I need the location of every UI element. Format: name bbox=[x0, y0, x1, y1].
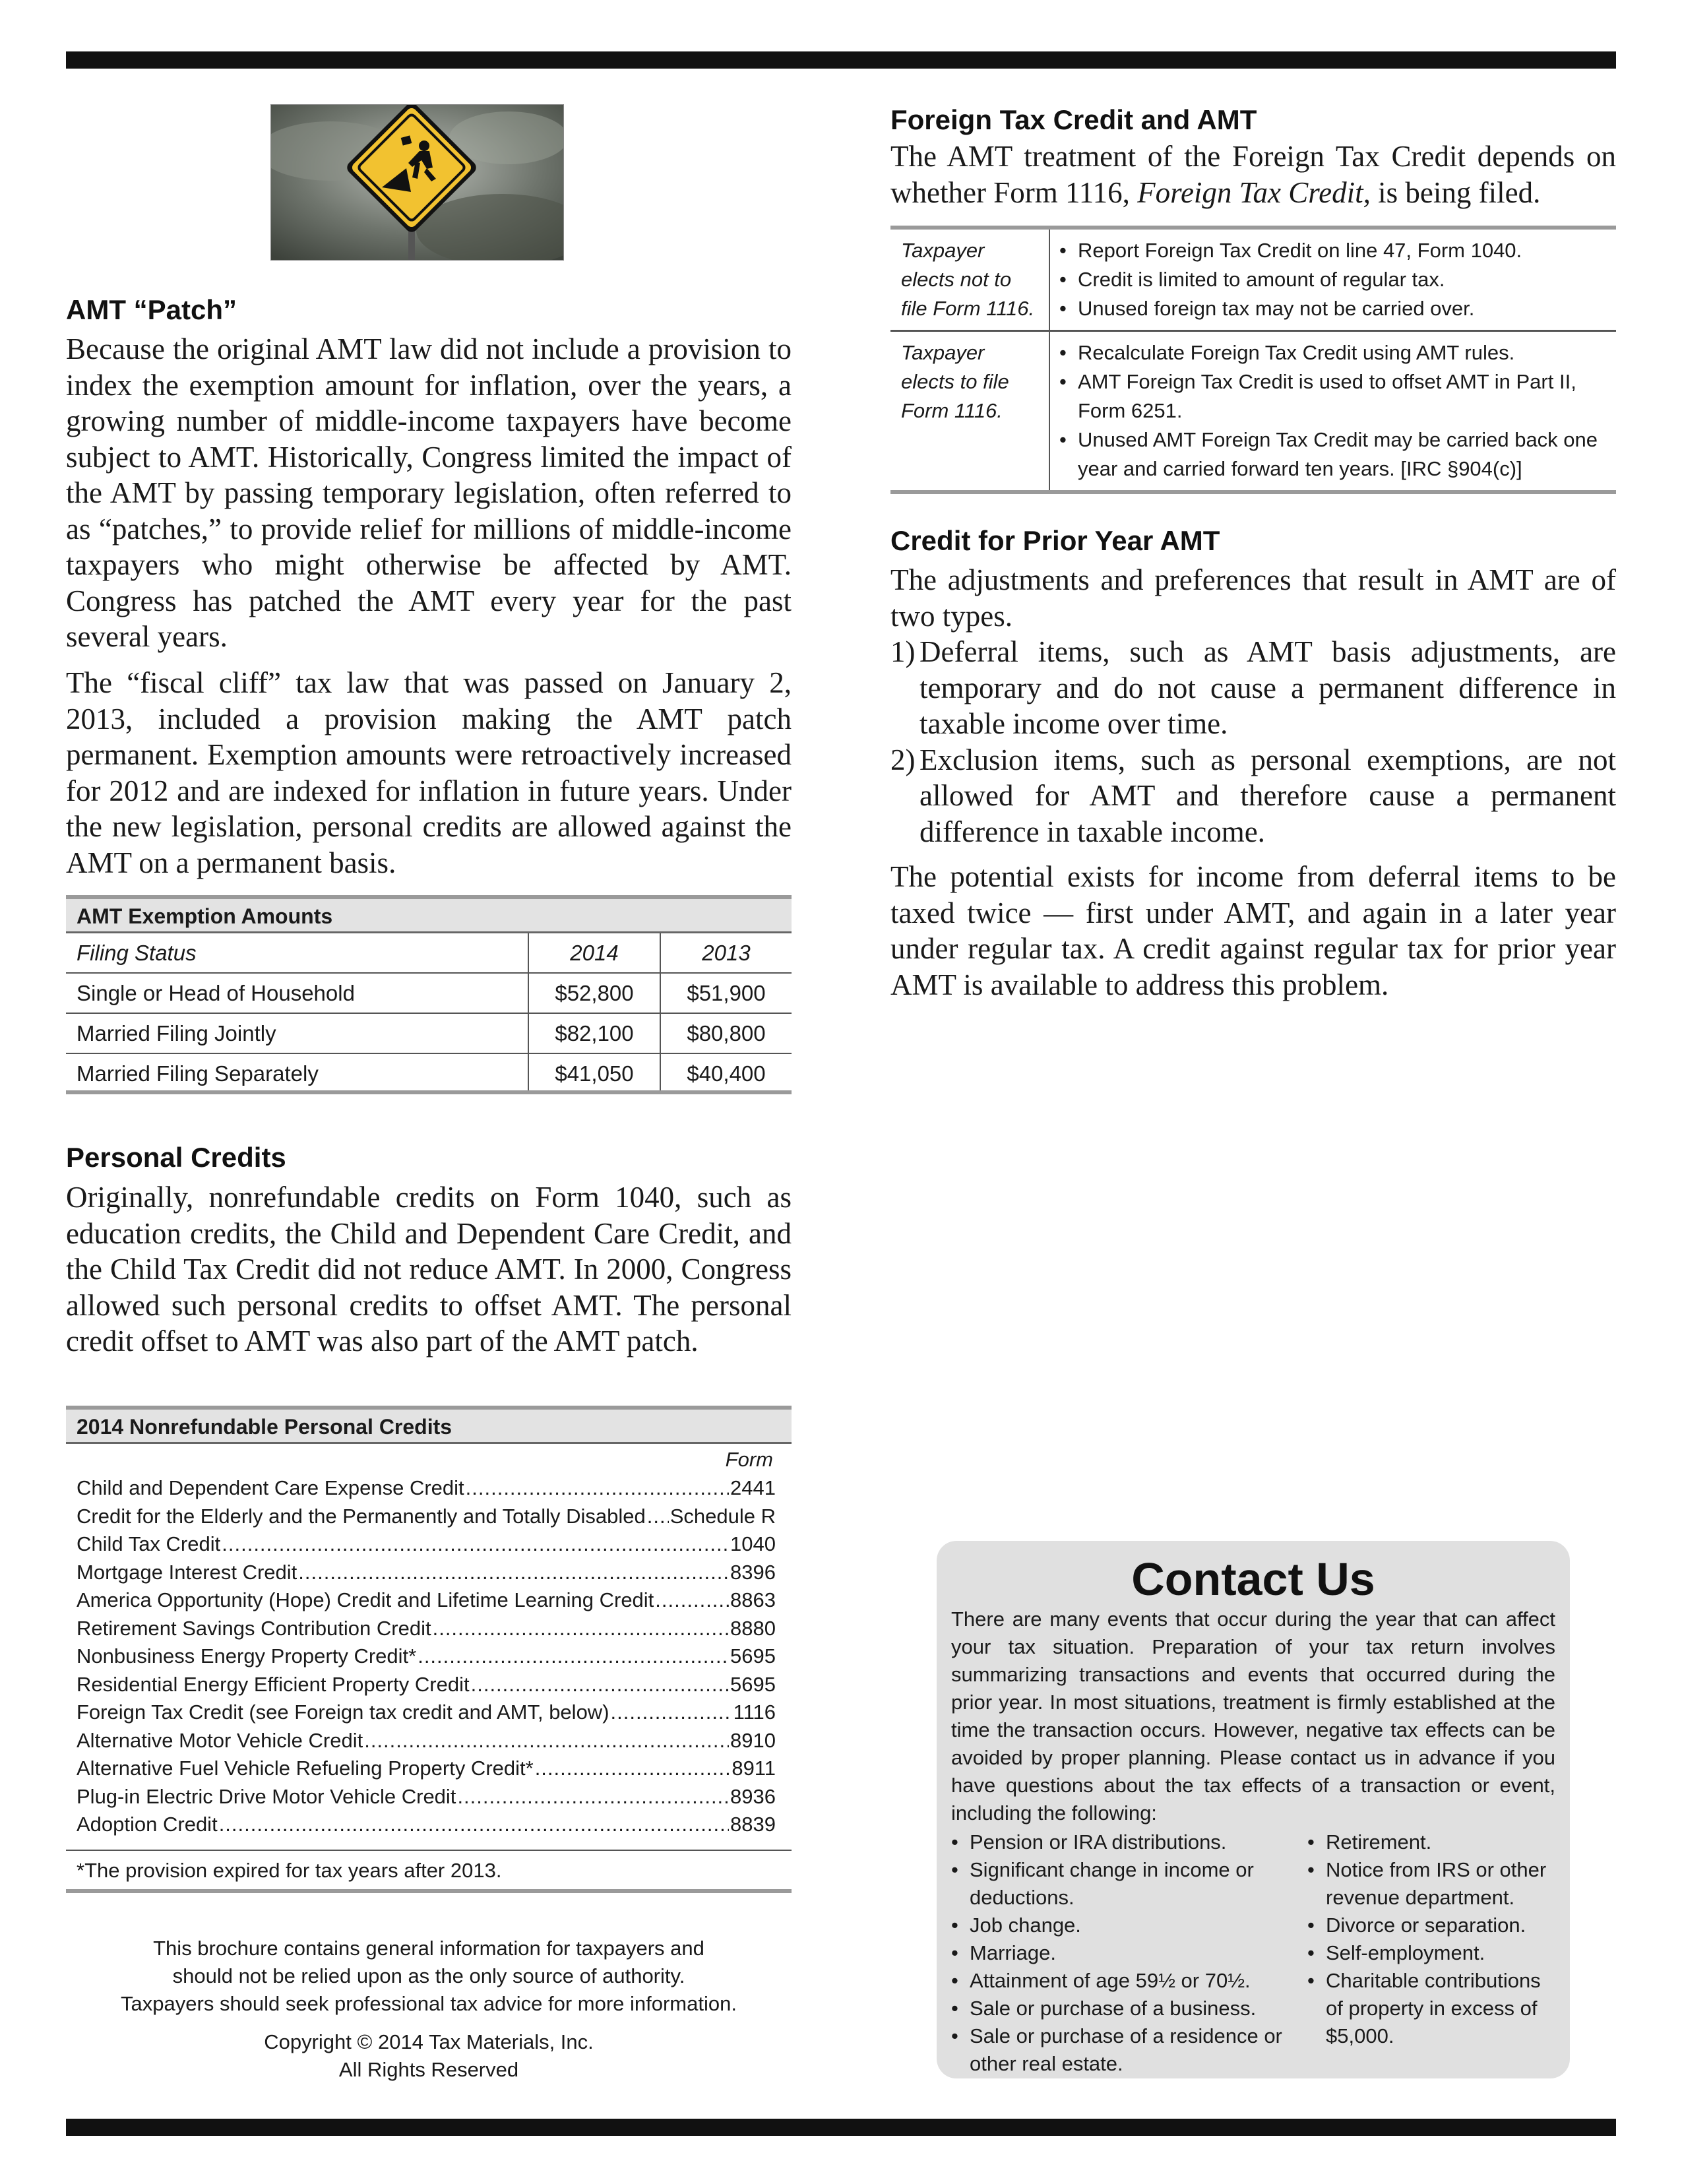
bullet-text: Attainment of age 59½ or 70½. bbox=[970, 1969, 1251, 1992]
credit-form: 2441 bbox=[730, 1476, 776, 1499]
leader-dots bbox=[647, 1503, 669, 1531]
bullet-icon: • bbox=[1059, 341, 1067, 364]
bullet-text: Notice from IRS or other revenue department. bbox=[1326, 1858, 1547, 1909]
credit-form: 8911 bbox=[732, 1757, 776, 1780]
bullet-text: Job change. bbox=[970, 1914, 1081, 1937]
leader-dots bbox=[655, 1586, 729, 1615]
table-row bbox=[890, 230, 1616, 330]
credits-footnote: *The provision expired for tax years after 2013. bbox=[66, 1850, 792, 1893]
credit-name: Mortgage Interest Credit bbox=[77, 1560, 297, 1584]
list-item bbox=[66, 1727, 792, 1755]
leader-dots bbox=[433, 1615, 729, 1643]
leader-dots bbox=[611, 1699, 732, 1727]
rights-line: All Rights Reserved bbox=[338, 2058, 519, 2081]
list-item bbox=[951, 1828, 1307, 1856]
leader-dots bbox=[418, 1642, 729, 1671]
bullet-icon: • bbox=[951, 1914, 958, 1937]
amt-patch-paragraph-1: Because the original AMT law did not include a provision to index the exemption amount for inflation, over the years, a growing number of middle-income taxpayers have become subject to AMT. Historically, Congress limited the impact of the AMT by passing temporary legislation, often referred to as “patches,” to provide relief for millions of middle-income taxpayers who might otherwise be affected by AMT. Congress has patched the AMT every year for the past several years. bbox=[66, 332, 792, 653]
table-cell: $40,400 bbox=[660, 1054, 792, 1090]
foreign-tax-credit-heading: Foreign Tax Credit and AMT bbox=[890, 104, 1257, 135]
credit-name: Adoption Credit bbox=[77, 1813, 218, 1836]
column-header: 2013 bbox=[660, 933, 792, 972]
nonrefundable-credits-list bbox=[66, 1445, 792, 1893]
list-item bbox=[66, 1474, 792, 1503]
bullet-icon: • bbox=[1307, 1941, 1315, 1964]
credit-form: 8863 bbox=[730, 1588, 776, 1611]
row-bullets bbox=[1050, 230, 1616, 330]
list-item bbox=[890, 634, 1616, 742]
top-rule bbox=[66, 51, 1616, 69]
contact-event-lists bbox=[951, 1828, 1555, 2078]
item-text: Deferral items, such as AMT basis adjustments, are temporary and do not cause a permanent difference in taxable income over time. bbox=[919, 635, 1616, 740]
bullet-icon: • bbox=[951, 1941, 958, 1964]
credit-name: Plug-in Electric Drive Motor Vehicle Credit bbox=[77, 1784, 456, 1808]
personal-credits-paragraph: Originally, nonrefundable credits on Form 1040, such as education credits, the Child and Dependent Care Credit, and the Child Tax Credit did not reduce AMT. In 2000, Congress allowed such personal credits to offset AMT. The personal credit offset to AMT was also part of the AMT patch. bbox=[66, 1181, 792, 1357]
bullet-text: Self-employment. bbox=[1326, 1941, 1485, 1964]
leader-dots bbox=[364, 1727, 729, 1755]
list-item bbox=[66, 1699, 792, 1727]
table-row bbox=[66, 974, 792, 1014]
bullet-text: Credit is limited to amount of regular tax. bbox=[1078, 268, 1445, 291]
table-row bbox=[66, 1014, 792, 1054]
list-item bbox=[951, 2022, 1307, 2078]
foreign-tax-intro bbox=[890, 139, 1616, 210]
personal-credits-heading: Personal Credits bbox=[66, 1142, 286, 1173]
bullet-text: Divorce or separation. bbox=[1326, 1914, 1526, 1937]
list-item bbox=[1307, 1939, 1555, 1967]
amt-patch-paragraph-2: The “fiscal cliff” tax law that was passed on January 2, 2013, included a provision making the AMT patch permanent. Exemption amounts were retroactively increased for 2012 and are indexed for inflation in future years. Under the new legislation, personal credits are allowed against the AMT on a permanent basis. bbox=[66, 666, 792, 879]
bullet-icon: • bbox=[1059, 268, 1067, 291]
credit-form: 1116 bbox=[733, 1700, 776, 1724]
bullet-icon: • bbox=[951, 1858, 958, 1881]
bullet-icon: • bbox=[1307, 1914, 1315, 1937]
leader-dots bbox=[457, 1783, 729, 1811]
list-item bbox=[66, 1671, 792, 1699]
event-list-right bbox=[1307, 1828, 1555, 2078]
contact-text: There are many events that occur during the year that can affect your tax situation. Preparation of your tax return involves summarizing transactions and events that occurred during the prior year. In most situations, treatment is firmly established at the time the transaction occurs. However, negative tax effects can be avoided by proper planning. Please contact us in advance if you have questions about the tax effects of a transaction or event, including the following: bbox=[951, 1607, 1555, 1825]
list-item bbox=[66, 1503, 792, 1531]
form-column-header: Form bbox=[725, 1448, 773, 1471]
event-list-left bbox=[951, 1828, 1307, 2078]
leader-dots bbox=[535, 1755, 731, 1783]
table-cell: Married Filing Separately bbox=[77, 1061, 319, 1086]
table-cell: Single or Head of Household bbox=[77, 981, 355, 1005]
bullet-text: AMT Foreign Tax Credit is used to offset AMT in Part II, Form 6251. bbox=[1078, 370, 1576, 422]
table-title: 2014 Nonrefundable Personal Credits bbox=[66, 1406, 792, 1444]
bullet-text: Unused AMT Foreign Tax Credit may be carried back one year and carried forward ten years. [IRC §904(c)] bbox=[1078, 428, 1598, 480]
bottom-rule bbox=[66, 2119, 1616, 2136]
column-header: Filing Status bbox=[77, 941, 197, 965]
amt-patch-heading: AMT “Patch” bbox=[66, 294, 237, 325]
leader-dots bbox=[222, 1530, 729, 1559]
list-item bbox=[1307, 1856, 1555, 1912]
credit-form: Schedule R bbox=[670, 1504, 776, 1528]
prior-year-paragraph: The potential exists for income from deferral items to be taxed twice — first under AMT, and again in a later year under regular tax. A credit against regular tax for prior year AMT is available to address this problem. bbox=[890, 860, 1616, 1001]
list-item bbox=[951, 1939, 1307, 1967]
disclaimer bbox=[66, 1935, 792, 2018]
table-row bbox=[890, 330, 1616, 490]
credit-form: 5695 bbox=[730, 1672, 776, 1696]
bullet-icon: • bbox=[951, 2024, 958, 2047]
bullet-icon: • bbox=[951, 1830, 958, 1854]
disclaimer-line: should not be relied upon as the only source of authority. bbox=[172, 1964, 685, 1987]
copyright bbox=[66, 2028, 792, 2084]
bullet-icon: • bbox=[1307, 1830, 1315, 1854]
leader-dots bbox=[466, 1474, 729, 1503]
bullet-icon: • bbox=[1307, 1858, 1315, 1881]
row-label: Taxpayer elects to file Form 1116. bbox=[890, 332, 1050, 490]
credit-form: 8880 bbox=[730, 1616, 776, 1640]
bullet-text: Marriage. bbox=[970, 1941, 1056, 1964]
bullet-text: Sale or purchase of a residence or other real estate. bbox=[970, 2024, 1282, 2075]
bullet-text: Report Foreign Tax Credit on line 47, Form 1040. bbox=[1078, 239, 1522, 262]
bullet-text: Recalculate Foreign Tax Credit using AMT rules. bbox=[1078, 341, 1515, 364]
bullet-icon: • bbox=[1059, 428, 1067, 451]
leader-dots bbox=[471, 1671, 729, 1699]
list-item bbox=[66, 1755, 792, 1783]
table-cell: $52,800 bbox=[528, 974, 660, 1013]
credit-name: Child and Dependent Care Expense Credit bbox=[77, 1476, 464, 1499]
list-item bbox=[66, 1811, 792, 1839]
bullet-icon: • bbox=[951, 1969, 958, 1992]
prior-year-section bbox=[890, 562, 1616, 1003]
intro-text: is being filed. bbox=[1370, 175, 1541, 209]
table-header-row bbox=[66, 933, 792, 974]
item-text: Exclusion items, such as personal exemptions, are not allowed for AMT and therefore cause a permanent difference in taxable income. bbox=[919, 743, 1616, 848]
credit-name: Alternative Fuel Vehicle Refueling Property Credit* bbox=[77, 1757, 534, 1780]
credit-name: Foreign Tax Credit (see Foreign tax credit and AMT, below) bbox=[77, 1700, 609, 1724]
bullet-text: Pension or IRA distributions. bbox=[970, 1830, 1227, 1854]
cliff-warning-sign-photo bbox=[270, 104, 564, 261]
list-item bbox=[951, 1912, 1307, 1939]
leader-dots bbox=[298, 1559, 729, 1587]
credit-form: 8910 bbox=[730, 1728, 776, 1752]
amt-exemption-table bbox=[66, 895, 792, 1094]
leader-dots bbox=[219, 1811, 729, 1839]
list-item bbox=[951, 1995, 1307, 2022]
list-item bbox=[890, 742, 1616, 850]
row-bullets bbox=[1050, 332, 1616, 490]
credit-form: 8839 bbox=[730, 1813, 776, 1836]
credit-name: Residential Energy Efficient Property Credit bbox=[77, 1672, 470, 1696]
credit-form: 5695 bbox=[730, 1644, 776, 1668]
contact-title: Contact Us bbox=[1131, 1553, 1375, 1605]
credit-name: Alternative Motor Vehicle Credit bbox=[77, 1728, 363, 1752]
credit-name: Retirement Savings Contribution Credit bbox=[77, 1616, 431, 1640]
table-title: AMT Exemption Amounts bbox=[66, 895, 792, 933]
item-number: 1) bbox=[890, 635, 916, 668]
credit-form: 8396 bbox=[730, 1560, 776, 1584]
intro-text: The AMT treatment of the Foreign Tax Credit depends on whether Form 1116, bbox=[890, 140, 1616, 209]
table-row bbox=[66, 1054, 792, 1094]
list-item bbox=[1307, 1912, 1555, 1939]
contact-us-box bbox=[937, 1541, 1570, 2078]
bullet-icon: • bbox=[1059, 239, 1067, 262]
list-item bbox=[1307, 1967, 1555, 2050]
table-cell: $41,050 bbox=[528, 1054, 660, 1090]
credit-form: 1040 bbox=[730, 1532, 776, 1555]
disclaimer-line: Taxpayers should seek professional tax advice for more information. bbox=[121, 1992, 737, 2015]
list-item bbox=[66, 1530, 792, 1559]
table-cell: Married Filing Jointly bbox=[77, 1021, 276, 1045]
copyright-line: Copyright © 2014 Tax Materials, Inc. bbox=[264, 2030, 594, 2053]
bullet-text: Sale or purchase of a business. bbox=[970, 1997, 1257, 2020]
prior-year-amt-heading: Credit for Prior Year AMT bbox=[890, 525, 1220, 556]
credit-name: Credit for the Elderly and the Permanently and Totally Disabled bbox=[77, 1504, 646, 1528]
bullet-icon: • bbox=[1059, 297, 1067, 320]
credit-name: Child Tax Credit bbox=[77, 1532, 221, 1555]
bullet-icon: • bbox=[1059, 370, 1067, 393]
item-number: 2) bbox=[890, 743, 916, 776]
table-cell: $82,100 bbox=[528, 1014, 660, 1053]
foreign-tax-credit-table bbox=[890, 226, 1616, 494]
bullet-text: Charitable contributions of property in excess of $5,000. bbox=[1326, 1969, 1541, 2047]
nonrefundable-credits-table-header bbox=[66, 1406, 792, 1444]
bullet-icon: • bbox=[951, 1997, 958, 2020]
list-item bbox=[951, 1856, 1307, 1912]
bullet-text: Unused foreign tax may not be carried over. bbox=[1078, 297, 1475, 320]
list-item bbox=[1307, 1828, 1555, 1856]
bullet-icon: • bbox=[1307, 1969, 1315, 1992]
bullet-text: Retirement. bbox=[1326, 1830, 1432, 1854]
table-cell: $80,800 bbox=[660, 1014, 792, 1053]
row-label: Taxpayer elects not to file Form 1116. bbox=[890, 230, 1050, 330]
credit-form: 8936 bbox=[730, 1784, 776, 1808]
column-header: 2014 bbox=[528, 933, 660, 972]
form-title: Foreign Tax Credit, bbox=[1137, 175, 1371, 209]
credit-name: Nonbusiness Energy Property Credit* bbox=[77, 1644, 417, 1668]
credit-name: America Opportunity (Hope) Credit and Lifetime Learning Credit bbox=[77, 1588, 654, 1611]
bullet-text: Significant change in income or deductions. bbox=[970, 1858, 1254, 1909]
list-item bbox=[66, 1586, 792, 1615]
list-item bbox=[66, 1559, 792, 1587]
list-item bbox=[66, 1615, 792, 1643]
prior-year-intro: The adjustments and preferences that result in AMT are of two types. bbox=[890, 563, 1616, 633]
list-item bbox=[66, 1783, 792, 1811]
list-item bbox=[66, 1642, 792, 1671]
disclaimer-line: This brochure contains general information for taxpayers and bbox=[153, 1937, 704, 1960]
table-cell: $51,900 bbox=[660, 974, 792, 1013]
list-item bbox=[951, 1967, 1307, 1995]
